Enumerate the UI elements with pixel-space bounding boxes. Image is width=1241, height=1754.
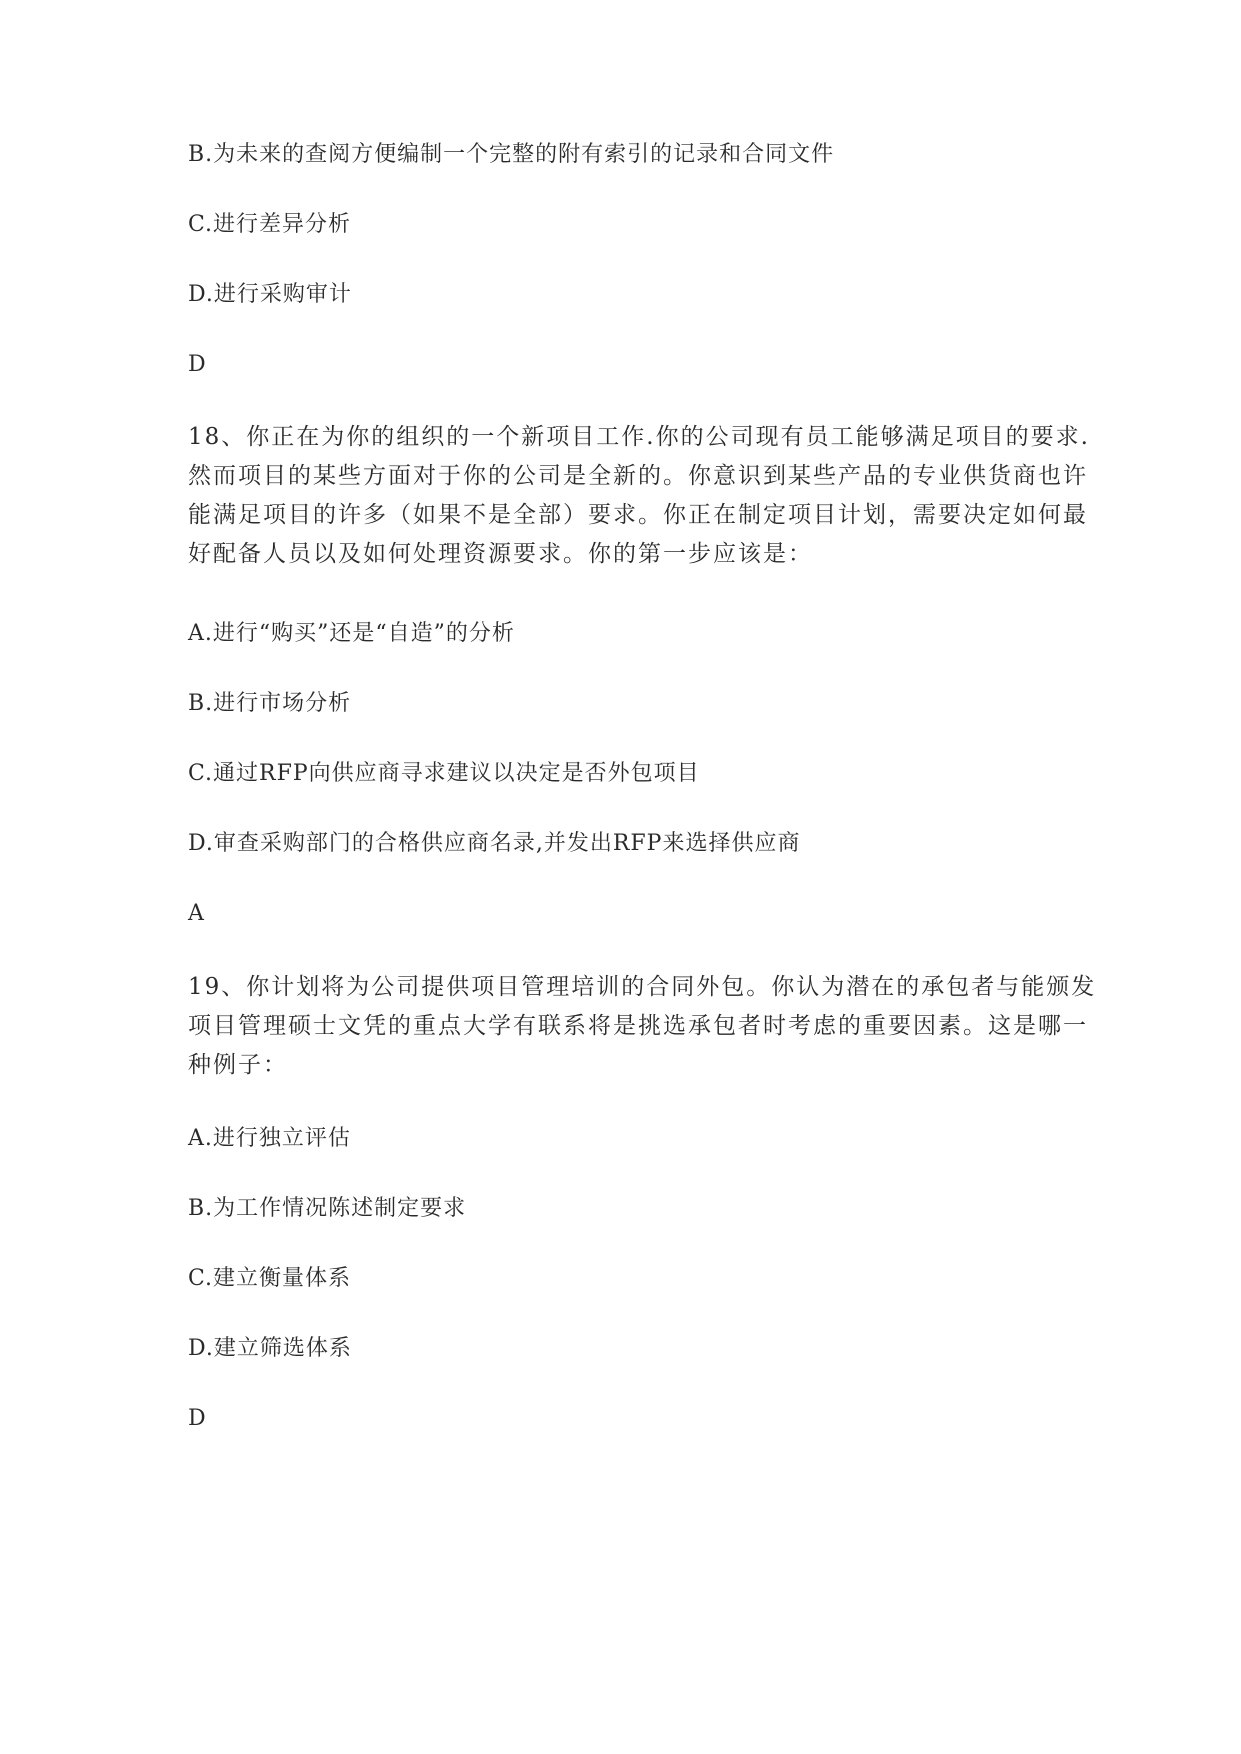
- q18-option-b: B.进行市场分析: [188, 691, 352, 716]
- q17-option-b: B.为未来的查阅方便编制一个完整的附有索引的记录和合同文件: [188, 142, 835, 167]
- q19-question-line: 项目管理硕士文凭的重点大学有联系将是挑选承包者时考虑的重要因素。这是哪一: [188, 1013, 1088, 1039]
- q19-answer: D: [188, 1406, 207, 1431]
- q19-option-b: B.为工作情况陈述制定要求: [188, 1196, 467, 1221]
- q18-question-line: 能满足项目的许多（如果不是全部）要求。你正在制定项目计划，需要决定如何最: [188, 502, 1088, 528]
- q17-answer: D: [188, 352, 207, 377]
- q19-question: [188, 968, 1097, 1085]
- q19-option-c: C.建立衡量体系: [188, 1266, 352, 1291]
- q18-option-a: A.进行“购买”还是“自造”的分析: [188, 621, 515, 646]
- q18-option-d: D.审查采购部门的合格供应商名录,并发出RFP来选择供应商: [188, 831, 801, 856]
- q18-answer: A: [188, 901, 205, 926]
- q17-option-c: C.进行差异分析: [188, 212, 352, 237]
- q18-question-line: 然而项目的某些方面对于你的公司是全新的。你意识到某些产品的专业供货商也许: [188, 463, 1088, 489]
- q19-question-line: 种例子：: [188, 1052, 288, 1078]
- q19-option-a: A.进行独立评估: [188, 1126, 351, 1151]
- q18-question-line: 好配备人员以及如何处理资源要求。你的第一步应该是：: [188, 541, 813, 567]
- q19-option-d: D.建立筛选体系: [188, 1336, 352, 1361]
- q19-question-line: 19、你计划将为公司提供项目管理培训的合同外包。你认为潜在的承包者与能颁发: [188, 974, 1097, 1000]
- q18-question-line: 18、你正在为你的组织的一个新项目工作.你的公司现有员工能够满足项目的要求.: [188, 424, 1090, 450]
- q18-option-c: C.通过RFP向供应商寻求建议以决定是否外包项目: [188, 761, 700, 786]
- q17-option-d: D.进行采购审计: [188, 282, 352, 307]
- q18-question: [188, 418, 1088, 574]
